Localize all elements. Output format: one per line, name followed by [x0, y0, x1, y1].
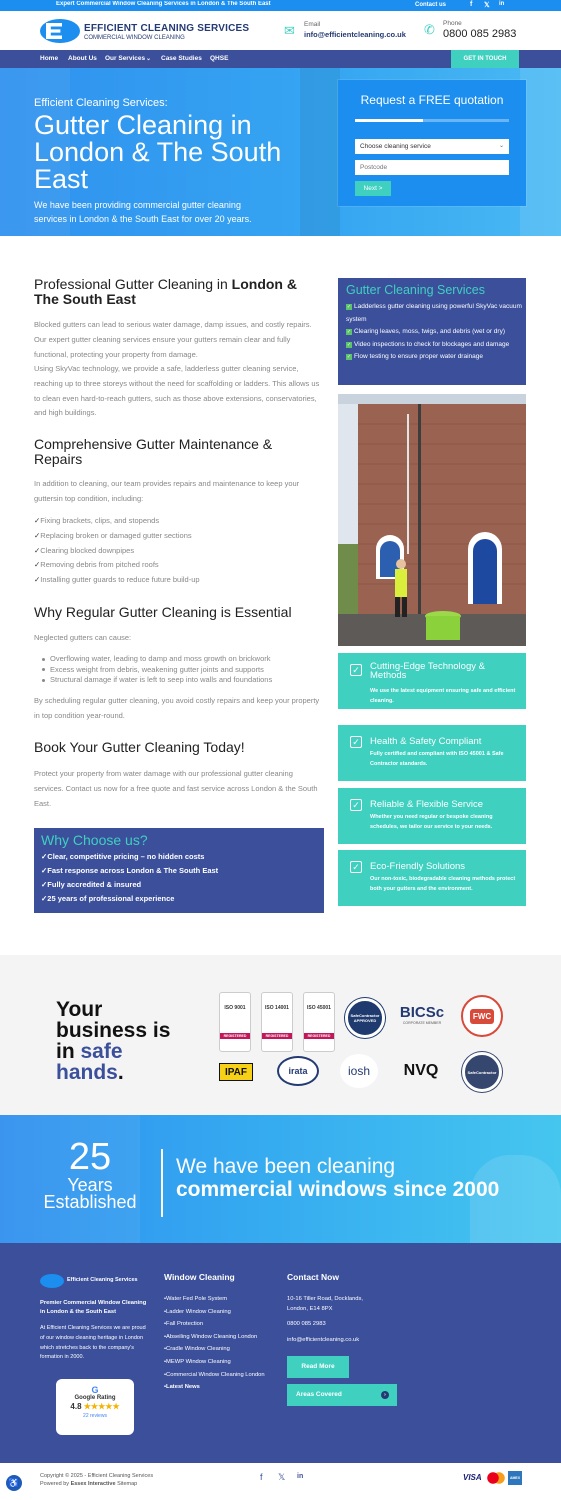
phone-link[interactable]: 0800 085 2983 — [443, 28, 517, 40]
paragraph: Protect your property from water damage with our professional gutter cleaning services. Contact us now for a free quote and fast service across London & the South East. — [34, 769, 318, 808]
list-item-text: Clearing leaves, moss, twigs, and debris (wet or dry) — [354, 328, 506, 335]
feature-title: Eco-Friendly Solutions — [370, 861, 466, 872]
list-item — [346, 339, 522, 352]
list-item-text: Flow testing to ensure proper water drainage — [354, 353, 483, 360]
footer-services-list — [164, 1293, 276, 1394]
chevron-down-icon[interactable]: ⌄ — [146, 56, 152, 62]
services-list — [346, 301, 522, 364]
rating-stars: ★★★★★ — [83, 1402, 120, 1411]
facebook-icon[interactable]: f — [260, 1472, 263, 1482]
essex-interactive-link[interactable]: Essex Interactive — [70, 1481, 116, 1487]
paragraph: Blocked gutters can lead to serious water damage, damp issues, and costly repairs. Our expert gutter cleaning services ensure your gutters remain clear and fully functional, protecting your property from damage. — [34, 320, 312, 359]
powered-label: Powered by — [40, 1481, 71, 1487]
footer-link[interactable]: • Cradle Window Cleaning — [164, 1343, 276, 1356]
gutter-cleaning-photo — [338, 394, 526, 646]
email-label: Email — [304, 21, 321, 28]
fwc-badge — [461, 995, 503, 1037]
section-heading-why-regular: Why Regular Gutter Cleaning is Essential — [34, 604, 292, 620]
footer-link[interactable]: • Commercial Window Cleaning London — [164, 1369, 276, 1382]
heading-highlight: safe — [80, 1040, 123, 1063]
heading-text: in — [56, 1040, 81, 1063]
footer-about-text: At Efficient Cleaning Services we are proud of our window cleaning heritage in London which stretches back to the company's formation in 2000. — [40, 1325, 146, 1361]
heading-text: . — [117, 1061, 124, 1084]
list-item — [346, 301, 522, 326]
nvq-badge: NVQ — [403, 1062, 439, 1079]
rating-value: 4.8 — [70, 1402, 82, 1411]
iosh-badge: iosh — [340, 1054, 378, 1088]
footer-phone-link[interactable]: 0800 085 2983 — [287, 1321, 326, 1327]
heading-text: Professional Gutter Cleaning in — [34, 276, 228, 292]
services-box-title: Gutter Cleaning Services — [346, 283, 485, 297]
iso-14001-badge — [261, 992, 293, 1052]
logo-subtitle: COMMERCIAL WINDOW CLEANING — [84, 35, 185, 41]
next-button[interactable]: Next > — [355, 181, 391, 196]
feature-title: Health & Safety Compliant — [370, 736, 482, 747]
google-icon: G — [91, 1385, 99, 1395]
rating-reviews[interactable]: 22 reviews — [83, 1413, 107, 1419]
footer-link[interactable]: • Ladder Window Cleaning — [164, 1306, 276, 1319]
footer-link[interactable]: • Water Fed Pole System — [164, 1293, 276, 1306]
form-progress-fill — [355, 119, 423, 122]
chevron-right-icon: › — [381, 1391, 389, 1399]
heading-highlight: hands — [56, 1061, 118, 1084]
badge-label: ISO 14001 — [265, 1005, 289, 1011]
badge-label: BICSc — [399, 1003, 445, 1021]
list-item: ✓ Fixing brackets, clips, and stopends — [34, 514, 324, 529]
footer-logo-icon[interactable] — [40, 1274, 64, 1288]
list-item: ✓ Replacing broken or damaged gutter sections — [34, 529, 324, 544]
services-box — [338, 278, 526, 385]
list-item: ✓ Fully accredited & insured — [41, 878, 218, 892]
accreditations-section — [0, 955, 561, 1115]
bicsc-badge — [398, 992, 446, 1036]
x-icon[interactable]: 𝕏 — [484, 2, 490, 9]
top-bar — [0, 0, 561, 11]
nav-our-services[interactable]: Our Services — [105, 55, 146, 62]
checkbox-icon: ✓ — [346, 341, 352, 348]
copyright-text: Copyright © 2025 - Efficient Cleaning Services — [40, 1473, 154, 1479]
list-item: ✓ Removing debris from pitched roofs — [34, 558, 324, 573]
rating-row — [56, 1402, 134, 1411]
hero-background-figure — [520, 68, 561, 236]
footer-column-title: Window Cleaning — [164, 1272, 235, 1282]
hero-title: Gutter Cleaning in London & The South East — [34, 110, 282, 194]
safe-hands-heading — [56, 999, 170, 1083]
accessibility-icon[interactable]: ♿ — [6, 1475, 22, 1491]
facebook-icon[interactable]: f — [470, 1, 473, 8]
repairs-list — [34, 514, 324, 588]
feature-title: Cutting-Edge Technology & Methods — [370, 661, 485, 681]
feature-description: We use the latest equipment ensuring safe and efficient cleaning. — [370, 688, 516, 704]
hero-subtitle: Efficient Cleaning Services: — [34, 97, 168, 109]
footer-column-title: Contact Now — [287, 1272, 339, 1282]
checkbox-icon: ✓ — [350, 799, 362, 811]
feature-description: Fully certified and compliant with ISO 45001 & Safe Contractor standards. — [370, 751, 504, 767]
badge-label: ISO 45001 — [307, 1005, 331, 1011]
sitemap-link[interactable]: Sitemap — [117, 1481, 138, 1487]
list-item: ✓ Clear, competitive pricing – no hidden costs — [41, 850, 218, 864]
linkedin-icon[interactable]: in — [297, 1473, 304, 1480]
form-progress-bar — [355, 119, 509, 122]
footer-tagline: Premier Commercial Window Cleaning in London & the South East — [40, 1300, 147, 1315]
nav-home[interactable]: Home — [40, 55, 59, 62]
checkbox-icon: ✓ — [350, 861, 362, 873]
phone-icon: ✆ — [424, 22, 435, 37]
photo-illustration — [338, 394, 526, 646]
footer-link[interactable]: • Latest News — [164, 1381, 276, 1394]
envelope-icon: ✉ — [284, 23, 295, 38]
list-item — [346, 351, 522, 364]
years-number: 25 — [68, 1136, 112, 1178]
footer-address: 10-16 Tiller Road, Docklands, London, E14 8PX — [287, 1296, 364, 1312]
tagline: Expert Commercial Window Cleaning Services in London & The South East — [56, 1, 271, 7]
amex-icon: AMEX — [508, 1471, 522, 1485]
checkbox-icon: ✓ — [346, 329, 352, 335]
checkbox-icon: ✓ — [350, 664, 362, 676]
feature-card-reliable — [338, 788, 526, 844]
paragraph: By scheduling regular gutter cleaning, you avoid costly repairs and keep your property in top condition year-round. — [34, 696, 320, 720]
powered-by-text — [40, 1481, 137, 1487]
heading-line — [56, 1041, 170, 1062]
feature-description: Our non-toxic, biodegradable cleaning methods protect both your gutters and the environment. — [370, 876, 516, 892]
list-item: Structural damage if water is left to seep into walls and foundations — [42, 675, 332, 686]
read-more-button[interactable]: Read More — [287, 1356, 349, 1378]
badge-registered: REGISTERED — [220, 1033, 250, 1039]
nav-case-studies[interactable]: Case Studies — [161, 55, 202, 62]
section-heading-comprehensive: Comprehensive Gutter Maintenance & Repairs — [34, 436, 273, 467]
paragraph: Using SkyVac technology, we provide a safe, ladderless gutter cleaning service, reaching up to three storeys without the need for scaffolding or ladders. This allows us to clean even hard-to-reach gutters, such as those above extensions, conservatories, and high buildings. — [34, 364, 320, 418]
divider — [161, 1149, 163, 1217]
list-item — [346, 326, 522, 339]
bottom-bar — [0, 1463, 561, 1500]
section-heading-book: Book Your Gutter Cleaning Today! — [34, 739, 245, 755]
linkedin-icon[interactable]: in — [499, 1, 505, 7]
checkbox-icon: ✓ — [346, 304, 352, 310]
banner-line-2: commercial windows since 2000 — [176, 1178, 500, 1201]
hero-description: We have been providing commercial gutter cleaning services in London & the South East for over 20 years. — [34, 200, 252, 224]
areas-covered-button[interactable] — [287, 1384, 397, 1406]
years-established-banner — [0, 1115, 561, 1243]
list-item: ✓ Fast response across London & The South East — [41, 864, 218, 878]
feature-card-health-safety — [338, 725, 526, 781]
footer-link[interactable]: • Fall Protection — [164, 1318, 276, 1331]
rating-title: Google Rating — [74, 1395, 116, 1401]
safecontractor-badge: SafeContractor — [462, 1052, 502, 1092]
ipaf-badge: IPAF — [219, 1063, 253, 1081]
causes-list — [42, 654, 332, 686]
areas-covered-label: Areas Covered — [296, 1391, 342, 1398]
badge-label: ISO 9001 — [224, 1005, 246, 1011]
phone-label: Phone — [443, 20, 462, 27]
irata-badge: irata — [277, 1056, 319, 1086]
list-item: ✓ Installing gutter guards to reduce future build-up — [34, 573, 324, 588]
heading-line: business is — [56, 1019, 171, 1042]
section-heading-professional — [34, 277, 324, 307]
iso-9001-badge — [219, 992, 251, 1052]
x-icon[interactable]: 𝕏 — [278, 1472, 286, 1482]
main-nav — [0, 50, 561, 68]
google-rating-widget[interactable] — [56, 1379, 134, 1435]
list-item: Overflowing water, leading to damp and moss growth on brickwork — [42, 654, 332, 665]
banner-line-1: We have been cleaning — [176, 1155, 396, 1178]
logo-title[interactable]: EFFICIENT CLEANING SERVICES — [84, 23, 250, 34]
footer-link[interactable]: • Abseiling Window Cleaning London — [164, 1331, 276, 1344]
email-link[interactable]: info@efficientcleaning.co.uk — [304, 30, 406, 39]
checkbox-icon: ✓ — [350, 736, 362, 748]
list-item: ✓ 25 years of professional experience — [41, 892, 218, 906]
footer-email-link[interactable]: info@efficientcleaning.co.uk — [287, 1337, 360, 1343]
contact-us-link[interactable]: Contact us — [415, 2, 447, 8]
badge-registered: REGISTERED — [304, 1033, 334, 1039]
list-item: ✓ Clearing blocked downpipes — [34, 544, 324, 559]
mastercard-icon — [487, 1472, 505, 1484]
get-in-touch-button[interactable]: GET IN TOUCH — [451, 50, 519, 68]
footer-logo-text[interactable]: Efficient Cleaning Services — [67, 1277, 138, 1283]
quote-form-title: Request a FREE quotation — [360, 93, 504, 107]
list-item-text: Ladderless gutter cleaning using powerful SkyVac vacuum system — [346, 303, 522, 323]
visa-icon: VISA — [463, 1473, 482, 1482]
feature-description: Whether you need regular or bespoke cleaning schedules, we tailor our service to your needs. — [370, 814, 493, 830]
feature-title: Reliable & Flexible Service — [370, 799, 483, 810]
nav-about-us[interactable]: About Us — [68, 55, 97, 62]
why-choose-us-title: Why Choose us? — [41, 832, 148, 848]
why-choose-us-list — [41, 850, 218, 906]
checkbox-icon: ✓ — [346, 354, 352, 360]
paragraph: Neglected gutters can cause: — [34, 633, 132, 642]
postcode-input[interactable] — [355, 160, 509, 175]
iso-45001-badge — [303, 992, 335, 1052]
paragraph: In addition to cleaning, our team provides repairs and maintenance to keep your guttersin top condition, including: — [34, 479, 300, 503]
heading-line — [56, 1062, 170, 1083]
quote-form — [338, 80, 526, 206]
site-header — [0, 11, 561, 50]
years-unit: Years — [67, 1175, 113, 1195]
list-item-text: Video inspections to check for blockages and damage — [354, 340, 510, 348]
footer-link[interactable]: • MEWP Window Cleaning — [164, 1356, 276, 1369]
nav-qhse[interactable]: QHSE — [210, 55, 229, 62]
heading-bold-text: London & The South East — [34, 276, 297, 307]
why-choose-us-box — [34, 828, 324, 913]
list-item: Excess weight from debris, weakening gutter joints and supports — [42, 665, 332, 676]
badge-registered: REGISTERED — [262, 1033, 292, 1039]
established-label: Established — [43, 1192, 137, 1212]
badge-label: FWC — [470, 1009, 494, 1024]
chevron-down-icon: ⌄ — [498, 143, 504, 149]
feature-card-eco — [338, 850, 526, 906]
safecontractor-approved-badge: SafeContractor APPROVED — [345, 998, 385, 1038]
service-select-value: Choose cleaning service — [360, 143, 431, 150]
service-select[interactable] — [355, 139, 509, 154]
logo-icon[interactable] — [40, 19, 80, 43]
feature-card-technology — [338, 653, 526, 709]
heading-line: Your — [56, 998, 103, 1021]
badge-sub: CORPORATE MEMBER — [402, 1020, 442, 1025]
